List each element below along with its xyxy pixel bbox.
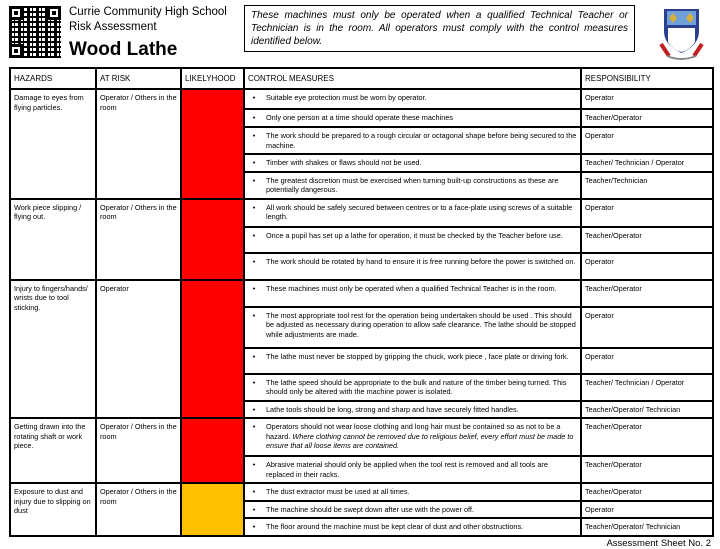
control-measure-text: Operators should not wear loose clothing and long hair must be contained so as not to be a hazard.: [266, 422, 561, 441]
control-measure-cell: [263, 280, 581, 307]
table-row: [10, 483, 713, 501]
responsibility-cell: Teacher/Operator: [581, 483, 713, 501]
control-measure-cell: [263, 456, 581, 483]
likelihood-indicator: [181, 418, 244, 483]
school-crest-logo: [659, 6, 704, 61]
bullet-marker: •: [244, 307, 263, 348]
responsibility-cell: Teacher/ Technician / Operator: [581, 154, 713, 172]
qr-code: [9, 6, 61, 58]
control-measure-cell: [263, 89, 581, 109]
table-row: [10, 418, 713, 456]
control-measure-text: The greatest discretion must be exercised when turning built-up constructions as these are potentially dangerous.: [266, 175, 559, 194]
bullet-marker: •: [244, 418, 263, 456]
bullet-marker: •: [244, 227, 263, 253]
control-measure-text: All work should be safely secured between centres or to a face-plate using screws of a suitable length.: [266, 202, 573, 221]
column-header-control-measures: CONTROL MEASURES: [244, 68, 581, 89]
control-measure-cell: [263, 348, 581, 374]
control-measure-text: Suitable eye protection must be worn by operator.: [266, 93, 427, 102]
bullet-marker: •: [244, 109, 263, 127]
bullet-marker: •: [244, 401, 263, 419]
control-measure-cell: [263, 253, 581, 280]
responsibility-cell: Teacher/Operator: [581, 280, 713, 307]
school-name: Currie Community High School: [69, 6, 227, 18]
bullet-marker: •: [244, 374, 263, 401]
responsibility-cell: Operator: [581, 127, 713, 154]
control-measure-cell: [263, 227, 581, 253]
likelihood-indicator: [181, 199, 244, 280]
likelihood-indicator: [181, 89, 244, 199]
responsibility-cell: Teacher/Technician: [581, 172, 713, 199]
control-measure-text: The machine should be swept down after use with the power off.: [266, 504, 474, 514]
control-measure-text: The work should be prepared to a rough circular or octagonal shape before being secured to the machine.: [266, 131, 577, 150]
responsibility-cell: Teacher/Operator: [581, 109, 713, 127]
bullet-marker: •: [244, 518, 263, 536]
bullet-marker: •: [244, 483, 263, 501]
responsibility-cell: Operator: [581, 253, 713, 280]
hazard-cell: Exposure to dust and injury due to slipping on dust: [10, 483, 96, 536]
control-measure-text: These machines must only be operated when a qualified Technical Teacher is in the room.: [266, 283, 557, 293]
control-measure-text: The dust extractor must be used at all times.: [266, 487, 410, 496]
control-measure-cell: [263, 483, 581, 501]
control-measure-cell: [263, 199, 581, 227]
likelihood-indicator: [181, 280, 244, 419]
control-measure-cell: [263, 127, 581, 154]
safety-notice: These machines must only be operated when a qualified Technical Teacher or Technician is in the room. All operators must comply with the control measures identified below.: [244, 5, 635, 52]
column-header-at-risk: AT RISK: [96, 68, 181, 89]
responsibility-cell: Operator: [581, 501, 713, 519]
control-measure-cell: [263, 172, 581, 199]
responsibility-cell: Operator: [581, 348, 713, 374]
control-measure-text: The most appropriate tool rest for the operation being undertaken should be used . This should be adjusted as necessary during operation to allow safe clearance. The lathe should be stopped while adjustments are made.: [266, 310, 576, 339]
school-header: [69, 5, 227, 35]
control-measure-note: Where clothing cannot be removed due to religious belief, every effort must be made to ensure that all loose items are contained.: [266, 431, 574, 450]
at-risk-cell: Operator / Others in the room: [96, 199, 181, 280]
hazard-cell: Work piece slipping / flying out.: [10, 199, 96, 280]
control-measure-cell: [263, 109, 581, 127]
responsibility-cell: Teacher/Operator: [581, 227, 713, 253]
assessment-sheet: [9, 67, 712, 549]
table-header-row: [10, 68, 713, 89]
hazard-cell: Damage to eyes from flying particles.: [10, 89, 96, 199]
document-type: Risk Assessment: [69, 21, 157, 33]
control-measure-cell: [263, 401, 581, 419]
column-header-responsibility: RESPONSIBILITY: [581, 68, 713, 89]
at-risk-cell: Operator / Others in the room: [96, 89, 181, 199]
at-risk-cell: Operator / Others in the room: [96, 418, 181, 483]
control-measure-text: Lathe tools should be long, strong and sharp and have securely fitted handles.: [266, 404, 519, 414]
hazard-cell: Getting drawn into the rotating shaft or work piece.: [10, 418, 96, 483]
at-risk-cell: Operator / Others in the room: [96, 483, 181, 536]
responsibility-cell: Teacher/Operator/ Technician: [581, 518, 713, 536]
control-measure-cell: [263, 518, 581, 536]
control-measure-text: The work should be rotated by hand to ensure it is free running before the power is switched on.: [266, 256, 576, 266]
responsibility-cell: Teacher/Operator/ Technician: [581, 401, 713, 419]
column-header-hazards: HAZARDS: [10, 68, 96, 89]
bullet-marker: •: [244, 456, 263, 483]
control-measure-text: The lathe must never be stopped by gripping the chuck, work piece , face plate or driving fork.: [266, 351, 569, 361]
responsibility-cell: Teacher/Operator: [581, 456, 713, 483]
bullet-marker: •: [244, 199, 263, 227]
bullet-marker: •: [244, 172, 263, 199]
likelihood-indicator: [181, 483, 244, 536]
responsibility-cell: Teacher/Operator: [581, 418, 713, 456]
control-measure-text: Abrasive material should only be applied when the tool rest is removed and all tools are replaced in their racks.: [266, 460, 548, 479]
table-row: [10, 199, 713, 227]
control-measure-text: Once a pupil has set up a lathe for operation, it must be checked by the Teacher before use.: [266, 230, 563, 240]
control-measure-cell: [263, 307, 581, 348]
at-risk-cell: Operator: [96, 280, 181, 419]
bullet-marker: •: [244, 89, 263, 109]
control-measure-text: Only one person at a time should operate these machines: [266, 113, 453, 122]
bullet-marker: •: [244, 253, 263, 280]
bullet-marker: •: [244, 280, 263, 307]
control-measure-cell: [263, 418, 581, 456]
control-measure-text: The floor around the machine must be kept clear of dust and other obstructions.: [266, 522, 524, 531]
responsibility-cell: Operator: [581, 199, 713, 227]
bullet-marker: •: [244, 501, 263, 519]
responsibility-cell: Teacher/ Technician / Operator: [581, 374, 713, 401]
responsibility-cell: Operator: [581, 89, 713, 109]
control-measure-text: Timber with shakes or flaws should not be used.: [266, 158, 422, 167]
control-measure-cell: [263, 154, 581, 172]
table-row: [10, 280, 713, 307]
control-measure-cell: [263, 374, 581, 401]
responsibility-cell: Operator: [581, 307, 713, 348]
sheet-number: Assessment Sheet No. 2: [606, 537, 711, 549]
control-measure-cell: [263, 501, 581, 519]
table-row: [10, 89, 713, 109]
page-title: Wood Lathe: [69, 39, 178, 60]
bullet-marker: •: [244, 348, 263, 374]
risk-assessment-table: [9, 67, 714, 537]
bullet-marker: •: [244, 154, 263, 172]
bullet-marker: •: [244, 127, 263, 154]
hazard-cell: Injury to fingers/hands/ wrists due to tool sticking.: [10, 280, 96, 419]
column-header-likelihood: LIKELYHOOD: [181, 68, 244, 89]
control-measure-text: The lathe speed should be appropriate to the bulk and nature of the timber being turned. This should only be altered with the machine power is isolated.: [266, 377, 567, 396]
